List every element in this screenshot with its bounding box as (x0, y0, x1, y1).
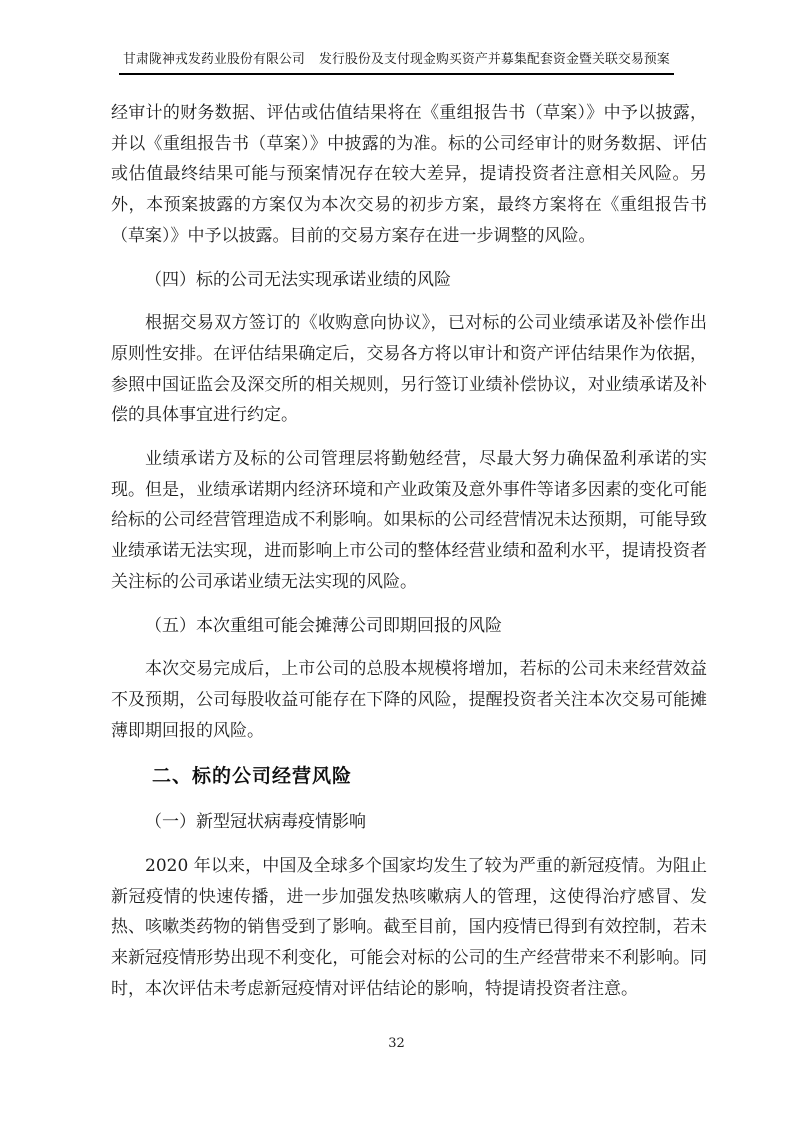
sub-heading-covid: （一）新型冠状病毒疫情影响 (145, 812, 366, 833)
page-number: 32 (388, 1036, 405, 1051)
paragraph-section5-1: 本次交易完成后，上市公司的总股本规模将增加，若标的公司未来经营效益不及预期，公司每股收益可能存在下降的风险，提醒投资者关注本次交易可能摊薄即期回报的风险。 (111, 659, 707, 741)
sub-heading-risk-5: （五）本次重组可能会摊薄公司即期回报的风险 (145, 615, 502, 636)
page-footer (0, 1036, 793, 1051)
section-heading-chapter-2: 二、标的公司经营风险 (152, 765, 353, 788)
paragraph-intro-continuation: 经审计的财务数据、评估或估值结果将在《重组报告书（草案）》中予以披露，并以《重组报告书（草案）》中披露的为准。标的公司经审计的财务数据、评估或估值最终结果可能与预案情况存在较大差异，提请投资者注意相关风险。另外，本预案披露的方案仅为本次交易的初步方案，最终方案将在《重组报告书（草案）》中予以披露。目前的交易方案存在进一步调整的风险。 (111, 103, 707, 246)
header-rule (119, 48, 674, 75)
paragraph-section4-1: 根据交易双方签订的《收购意向协议》，已对标的公司业绩承诺及补偿作出原则性安排。在评估结果确定后，交易各方将以审计和资产评估结果作为依据，参照中国证监会及深交所的相关规则，另行签订业绩补偿协议，对业绩承诺及补偿的具体事宜进行约定。 (111, 313, 707, 426)
page-header (0, 48, 793, 75)
header-company-name: 甘肃陇神戎发药业股份有限公司 (123, 52, 306, 67)
document-body (111, 98, 707, 1018)
header-document-title: 发行股份及支付现金购买资产并募集配套资金暨关联交易预案 (319, 52, 670, 67)
sub-heading-risk-4: （四）标的公司无法实现承诺业绩的风险 (145, 269, 451, 290)
paragraph-covid-1: 2020 年以来，中国及全球多个国家均发生了较为严重的新冠疫情。为阻止新冠疫情的快速传播，进一步加强发热咳嗽病人的管理，这使得治疗感冒、发热、咳嗽类药物的销售受到了影响。截至目前，国内疫情已得到有效控制，若未来新冠疫情形势出现不利变化，可能会对标的公司的生产经营带来不利影响。同时，本次评估未考虑新冠疫情对评估结论的影响，特提请投资者注意。 (111, 856, 707, 999)
paragraph-section4-2: 业绩承诺方及标的公司管理层将勤勉经营，尽最大努力确保盈利承诺的实现。但是，业绩承诺期内经济环境和产业政策及意外事件等诸多因素的变化可能给标的公司经营管理造成不利影响。如果标的公司经营情况未达预期，可能导致业绩承诺无法实现，进而影响上市公司的整体经营业绩和盈利水平，提请投资者关注标的公司承诺业绩无法实现的风险。 (111, 449, 707, 592)
